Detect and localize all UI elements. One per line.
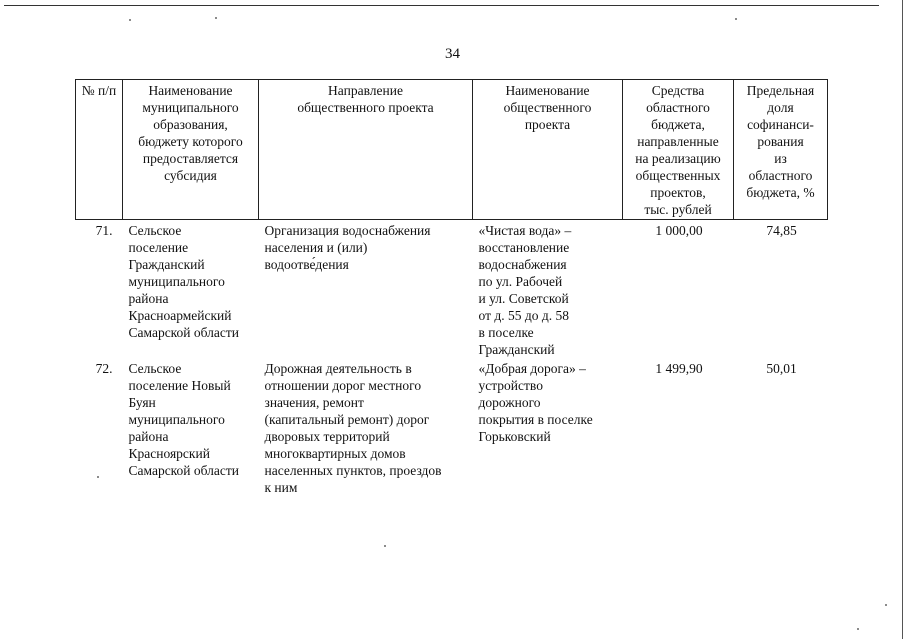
page-number: 34 (445, 46, 460, 62)
scan-speck (735, 18, 737, 20)
municipality-cell: Сельское поселение Гражданский муниципального района Красноармейский Самарской области (128, 223, 240, 340)
direction-cell: Дорожная деятельность в отношении дорог местного значения, ремонт (капитальный ремонт) дорог дворовых территорий многоквартирных домов населенных пунктов, проездов к ним (264, 361, 442, 495)
page-right-border (902, 0, 903, 639)
municipality-cell: Сельское поселение Новый Буян муниципального района Красноярский Самарской области (128, 361, 240, 478)
project-cell: «Чистая вода» – восстановление водоснабжения по ул. Рабочей и ул. Советской от д. 55 до д. 58 в поселке Гражданский (478, 223, 572, 357)
header-project-name: Наименование общественного проекта (473, 80, 623, 220)
scan-speck (857, 628, 859, 630)
funds-cell: 1 000,00 (655, 223, 703, 238)
share-cell: 50,01 (766, 361, 797, 376)
header-funds: Средства областного бюджета, направленные на реализацию общественных проектов, тыс. рублей (623, 80, 734, 220)
page-top-border (4, 5, 879, 6)
share-cell: 74,85 (766, 223, 797, 238)
scan-speck (885, 604, 887, 606)
subsidy-table (75, 79, 828, 496)
header-direction: Направление общественного проекта (259, 80, 473, 220)
table-header-row (76, 80, 828, 220)
header-number: № п/п (76, 80, 123, 220)
scan-speck (129, 19, 131, 21)
header-share: Предельная доля софинанси- рования из областного бюджета, % (734, 80, 828, 220)
row-number: 71. (95, 223, 113, 238)
table-row (76, 358, 828, 496)
project-cell: «Добрая дорога» – устройство дорожного покрытия в поселке Горьковский (478, 361, 593, 444)
header-municipality: Наименование муниципального образования, бюджету которого предоставляется субсидия (123, 80, 259, 220)
row-number: 72. (95, 361, 113, 376)
funds-cell: 1 499,90 (655, 361, 703, 376)
scan-speck (384, 545, 386, 547)
table-row (76, 220, 828, 359)
scan-speck (215, 17, 217, 19)
direction-cell: Организация водоснабжения населения и (или) водоотве́дения (264, 223, 431, 272)
